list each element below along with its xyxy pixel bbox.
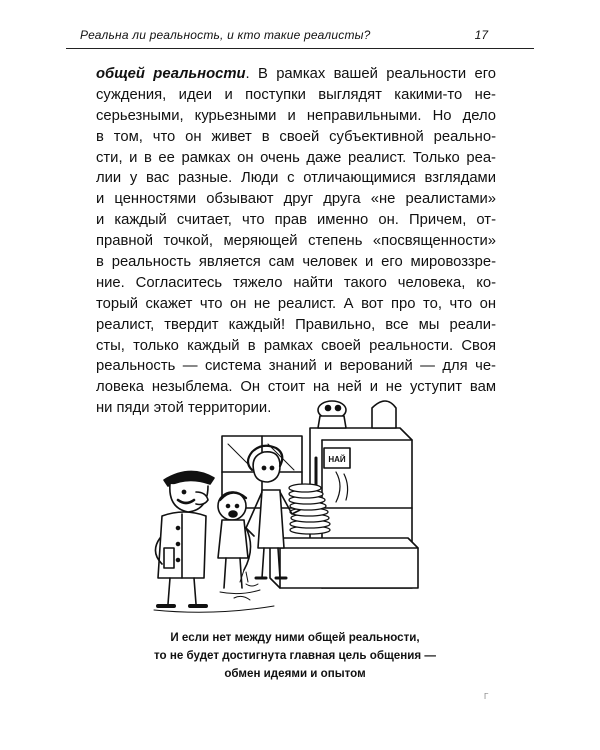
body-line: в реальность является сам человек и его мировоззре-: [96, 254, 496, 271]
page-number: 17: [474, 28, 488, 42]
body-line: сти, и в ее рамках он очень даже реалист. Только реа-: [96, 149, 496, 166]
body-line: сты, только каждый в рамках своей реальности. Своя: [96, 337, 496, 354]
running-header: [66, 26, 534, 49]
illustration-caption: [100, 629, 490, 683]
floor: [154, 584, 274, 612]
body-line: ни пяди этой территории.: [96, 400, 272, 417]
child-figure: [218, 492, 251, 588]
sign-text: НАЙ: [328, 455, 346, 464]
body-line: лии у вас разные. Люди с отличающимися взглядами: [96, 170, 496, 187]
body-line: ловека незыблема. Он стоит на ней и не уступит вам: [96, 379, 496, 396]
margin-mark: Г: [484, 692, 489, 701]
body-line: и ценностями обзывают друг друга «не реалистами»: [96, 191, 496, 208]
body-line: общей реальности. В рамках вашей реальности его: [96, 66, 496, 82]
officer-figure: [155, 471, 214, 606]
body-line: суждения, идеи и поступки выглядят какими-то не-: [96, 86, 496, 103]
running-title: Реальна ли реальность, и кто такие реалисты?: [80, 28, 371, 42]
cartoon-illustration: [150, 388, 435, 618]
body-line: в том, что он живет в своей субъективной реально-: [96, 128, 496, 145]
body-line: торый скажет что он не реалист. А вот про то, что он: [96, 295, 496, 312]
caption-line: обмен идеями и опытом: [224, 667, 366, 680]
body-line: ние. Согласитесь тяжело найти такого человека, ко-: [96, 274, 496, 291]
body-line: правной точкой, меряющей степень «посвященности»: [96, 233, 496, 250]
caption-line: то не будет достигнута главная цель общения —: [154, 649, 436, 662]
body-text: [96, 64, 496, 419]
counter: [270, 538, 418, 588]
body-line: серьезными, курьезными и неправильными. Но дело: [96, 107, 496, 124]
caption-line: И если нет между ними общей реальности,: [170, 631, 420, 644]
body-line: и каждый считает, что прав именно он. Причем, от-: [96, 212, 496, 229]
body-line: реалист, твердит каждый! Правильно, все мы реали-: [96, 316, 496, 333]
body-line: реальность — система знаний и верований — для че-: [96, 358, 496, 375]
lead-term: общей реальности: [96, 66, 246, 82]
